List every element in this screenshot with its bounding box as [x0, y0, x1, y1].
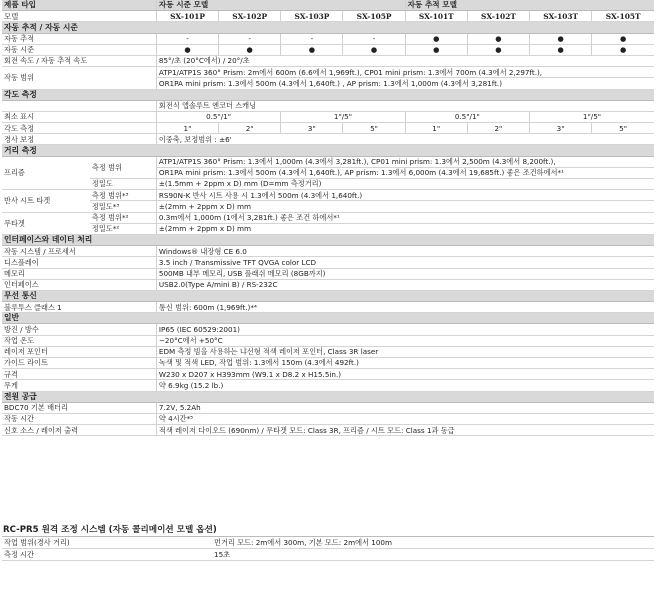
section-title: 각도 측정 — [2, 89, 654, 100]
table-row — [2, 55, 654, 66]
angle-accuracy-label: 각도 측정 — [2, 123, 156, 134]
table-row — [2, 44, 654, 55]
section-header — [2, 290, 654, 301]
sheet-range-value: RS90N-K 반사 시트 사용 시 1.3에서 500m (4.3에서 1,640ft.) — [156, 190, 654, 201]
table-row — [2, 212, 654, 223]
section-title: 자동 추적 / 자동 시준 — [2, 22, 654, 33]
table-row — [2, 100, 654, 111]
product-type-row — [2, 0, 654, 11]
feature-dot-icon: ● — [467, 33, 529, 44]
sheet-range-label: 측정 범위*³ — [90, 190, 156, 201]
model-name: SX-105T — [592, 11, 654, 22]
bluetooth-value: 통신 범위: 600m (1,969ft.)*⁴ — [156, 302, 654, 313]
section-title: 거리 측정 — [2, 145, 654, 156]
operating-time-value: 약 4시간*⁵ — [156, 413, 654, 424]
feature-dot-icon: ● — [405, 33, 467, 44]
laser-class-label: 신호 소스 / 레이저 출력 — [2, 425, 156, 436]
min-display-value: 1"/5" — [281, 111, 405, 122]
table-row — [2, 67, 654, 78]
table-row — [2, 358, 654, 369]
table-row — [2, 549, 654, 561]
rc-range-label: 작업 범위(경사 거리) — [2, 537, 212, 549]
reflectorless-accuracy-label: 정밀도*² — [90, 223, 156, 234]
table-row — [2, 380, 654, 391]
feature-dot-icon: ● — [467, 44, 529, 55]
feature-dot-icon: ● — [530, 44, 592, 55]
feature-dot-icon: ● — [592, 44, 654, 55]
table-row — [2, 246, 654, 257]
angle-accuracy-value: 1" — [405, 123, 467, 134]
prism-label: 프리즘 — [2, 156, 90, 190]
rc-time-value: 15초 — [212, 549, 654, 561]
guide-light-value: 녹색 및 적색 LED, 작업 범위: 1.3에서 150m (4.3에서 492ft.) — [156, 358, 654, 369]
table-row — [2, 156, 654, 167]
laser-pointer-label: 레이저 포인터 — [2, 346, 156, 357]
memory-label: 메모리 — [2, 268, 156, 279]
section-header — [2, 145, 654, 156]
rotation-speed-value: 85°/초 (20°C에서) / 20°/초 — [156, 55, 654, 66]
table-row — [2, 268, 654, 279]
table-row — [2, 111, 654, 122]
angle-accuracy-value: 5" — [343, 123, 405, 134]
prism-accuracy-value: ±(1.5mm + 2ppm x D) mm (D=mm 측정거리) — [156, 179, 654, 190]
tilt-label: 경사 보정 — [2, 134, 156, 145]
guide-light-label: 가이드 라이트 — [2, 358, 156, 369]
accuracy-label: 정밀도 — [90, 179, 156, 190]
reflectorless-label: 무타겟 — [2, 212, 90, 234]
rc-time-label: 측정 시간 — [2, 549, 212, 561]
model-label: 모델 — [2, 11, 156, 22]
section-header — [2, 234, 654, 245]
memory-value: 500MB 내부 메모리, USB 플래쉬 메모리 (8GB까지) — [156, 268, 654, 279]
weight-label: 무게 — [2, 380, 156, 391]
model-row — [2, 11, 654, 22]
spec-table — [2, 0, 654, 436]
model-name: SX-103P — [281, 11, 343, 22]
sheet-target-label: 반사 시트 타겟 — [2, 190, 90, 212]
section-title: 일반 — [2, 313, 654, 324]
model-name: SX-103T — [530, 11, 592, 22]
table-row — [2, 179, 654, 190]
display-value: 3.5 inch / Transmissive TFT QVGA color LCD — [156, 257, 654, 268]
interface-label: 인터페이스 — [2, 279, 156, 290]
auto-pointing-header: 자동 시준 모델 — [156, 0, 405, 11]
range-label: 측정 범위 — [90, 156, 156, 178]
table-row — [2, 279, 654, 290]
min-display-value: 0.5"/1" — [156, 111, 280, 122]
dimensions-value: W230 x D207 x H393mm (W9.1 x D8.2 x H15.5in.) — [156, 369, 654, 380]
tilt-value: 이중축, 보정범위 : ±6' — [156, 134, 654, 145]
value-dash: - — [219, 33, 281, 44]
table-row — [2, 346, 654, 357]
battery-value: 7.2V, 5.2Ah — [156, 402, 654, 413]
section-header — [2, 313, 654, 324]
operating-time-label: 작동 시간 — [2, 413, 156, 424]
value-dash: - — [156, 33, 218, 44]
table-row — [2, 425, 654, 436]
auto-tracking-header: 자동 추적 모델 — [405, 0, 654, 11]
min-display-value: 1"/5" — [530, 111, 654, 122]
section-title: 전원 공급 — [2, 391, 654, 402]
table-row — [2, 413, 654, 424]
feature-dot-icon: ● — [592, 33, 654, 44]
rc-table — [2, 536, 654, 561]
reflectorless-accuracy-value: ±(2mm + 2ppm x D) mm — [156, 223, 654, 234]
feature-dot-icon: ● — [405, 44, 467, 55]
os-value: Windows® 내장형 CE 6.0 — [156, 246, 654, 257]
min-display-value: 0.5"/1" — [405, 111, 529, 122]
table-row — [2, 201, 654, 212]
temperature-label: 작업 온도 — [2, 335, 156, 346]
table-row — [2, 369, 654, 380]
table-row — [2, 335, 654, 346]
feature-dot-icon: ● — [343, 44, 405, 55]
display-label: 디스플레이 — [2, 257, 156, 268]
auto-pointing-label: 자동 시준 — [2, 44, 156, 55]
reflectorless-range-value: 0.3m에서 1,000m (1에서 3,281ft.) 좋은 조건 하에서*¹ — [156, 212, 654, 223]
laser-class-value: 적색 레이저 다이오드 (690nm) / 무타겟 모드: Class 3R, 프리즘 / 시트 모드: Class 1과 동급 — [156, 425, 654, 436]
model-name: SX-101T — [405, 11, 467, 22]
feature-dot-icon: ● — [219, 44, 281, 55]
section-header — [2, 89, 654, 100]
dimensions-label: 규격 — [2, 369, 156, 380]
table-row — [2, 402, 654, 413]
angle-accuracy-value: 5" — [592, 123, 654, 134]
section-header — [2, 391, 654, 402]
tracking-range-label: 작동 범위 — [2, 67, 156, 89]
product-type-label: 제품 타입 — [2, 0, 156, 11]
table-row — [2, 324, 654, 335]
prism-range-value: ATP1/ATP1S 360° Prism: 1.3에서 1,000m (4.3에서 3,281ft.), CP01 mini prism: 1.3에서 2,500m (4.3에서 8,200ft.), — [156, 156, 654, 167]
table-row — [2, 537, 654, 549]
auto-tracking-label: 자동 추적 — [2, 33, 156, 44]
angle-accuracy-value: 3" — [281, 123, 343, 134]
feature-dot-icon: ● — [530, 33, 592, 44]
model-name: SX-105P — [343, 11, 405, 22]
sheet-accuracy-label: 정밀도*³ — [90, 201, 156, 212]
value-dash: - — [343, 33, 405, 44]
temperature-value: −20°C에서 +50°C — [156, 335, 654, 346]
tracking-range-value: ATP1/ATP1S 360° Prism: 2m에서 600m (6.6에서 1,969ft.), CP01 mini prism: 1.3에서 700m (4.3에서 2,297ft.), — [156, 67, 654, 78]
feature-dot-icon: ● — [156, 44, 218, 55]
angle-accuracy-value: 3" — [530, 123, 592, 134]
angle-accuracy-value: 2" — [467, 123, 529, 134]
dust-value: IP65 (IEC 60529:2001) — [156, 324, 654, 335]
tracking-range-value: OR1PA mini prism: 1.3에서 500m (4.3에서 1,640ft.) , AP prism: 1.3에서 1,000m (4.3에서 3,281ft.) — [156, 78, 654, 89]
prism-range-value: OR1PA mini prism: 1.3에서 500m (4.3에서 1,640ft.), AP prism: 1.3에서 6,000m (4.3에서 19,685ft.) 좋은 조건하에서*¹ — [156, 167, 654, 178]
table-row — [2, 190, 654, 201]
value-dash: - — [281, 33, 343, 44]
interface-value: USB2.0(Type A/mini B) / RS-232C — [156, 279, 654, 290]
section-header — [2, 22, 654, 33]
angle-accuracy-value: 2" — [219, 123, 281, 134]
bluetooth-label: 블루투스 클래스 1 — [2, 302, 156, 313]
laser-pointer-value: EDM 측정 빔을 사용하는 냐선형 적색 레이저 포인터, Class 3R laser — [156, 346, 654, 357]
reflectorless-range-label: 측정 범위*² — [90, 212, 156, 223]
section-title: 무선 통신 — [2, 290, 654, 301]
feature-dot-icon: ● — [281, 44, 343, 55]
model-name: SX-102T — [467, 11, 529, 22]
encoder-note: 회전식 앱솔루트 엔코더 스캐닝 — [156, 100, 654, 111]
battery-label: BDC70 기본 배터리 — [2, 402, 156, 413]
os-label: 작동 시스템 / 프로세서 — [2, 246, 156, 257]
model-name: SX-101P — [156, 11, 218, 22]
rc-section-title: RC-PR5 원격 조정 시스템 (자동 콜리메이션 모델 옵션) — [3, 525, 217, 535]
model-name: SX-102P — [219, 11, 281, 22]
angle-accuracy-value: 1" — [156, 123, 218, 134]
table-row — [2, 257, 654, 268]
table-row — [2, 33, 654, 44]
table-row — [2, 123, 654, 134]
section-title: 인터페이스와 데이터 처리 — [2, 234, 654, 245]
min-display-label: 최소 표시 — [2, 111, 156, 122]
table-row — [2, 302, 654, 313]
rotation-speed-label: 회전 속도 / 자동 추적 속도 — [2, 55, 156, 66]
table-row — [2, 223, 654, 234]
table-row — [2, 134, 654, 145]
rc-range-value: 먼거리 모드: 2m에서 300m, 기본 모드: 2m에서 100m — [212, 537, 654, 549]
dust-label: 방진 / 방수 — [2, 324, 156, 335]
weight-value: 약 6.9kg (15.2 lb.) — [156, 380, 654, 391]
sheet-accuracy-value: ±(2mm + 2ppm x D) mm — [156, 201, 654, 212]
